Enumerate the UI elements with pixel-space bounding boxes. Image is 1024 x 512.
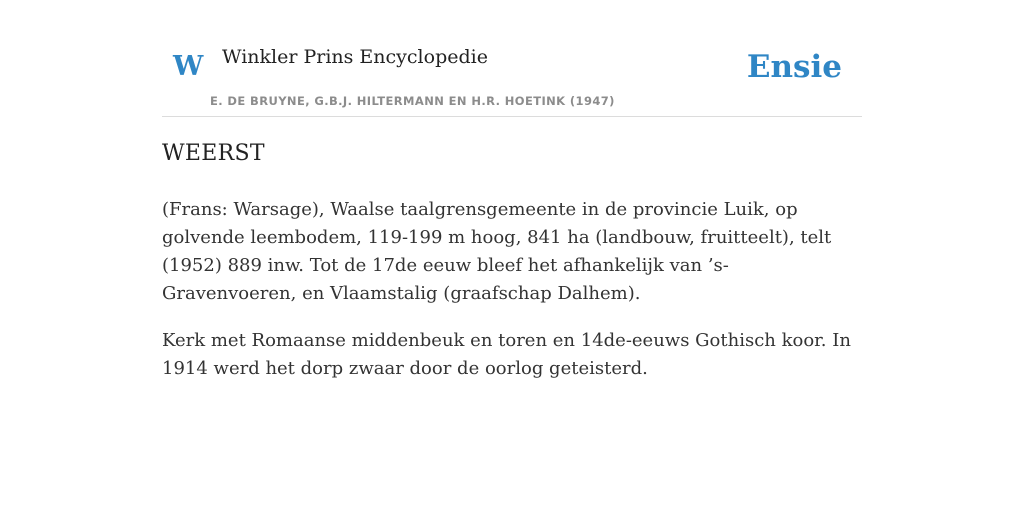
ensie-logo-link[interactable]: Ensie bbox=[746, 49, 842, 85]
source-logo-icon[interactable]: W bbox=[173, 51, 204, 82]
source-authors: E. DE BRUYNE, G.B.J. HILTERMANN EN H.R. HOETINK (1947) bbox=[210, 94, 615, 108]
article-paragraph: Kerk met Romaanse middenbeuk en toren en 14de-eeuws Gothisch koor. In 1914 werd het dorp zwaar door de oorlog geteisterd. bbox=[162, 330, 851, 379]
article-title: WEERST bbox=[162, 141, 265, 166]
source-header bbox=[162, 0, 862, 117]
source-title-link[interactable]: Winkler Prins Encyclopedie bbox=[222, 46, 488, 68]
article bbox=[162, 138, 862, 402]
article-paragraph: (Frans: Warsage), Waalse taalgrensgemeente in de provincie Luik, op golvende leembodem, 119-199 m hoog, 841 ha (landbouw, fruitteelt), telt (1952) 889 inw. Tot de 17de eeuw bleef het afhankelijk van ’s-Gravenvoeren, en Vlaamstalig (graafschap Dalhem). bbox=[162, 199, 832, 304]
